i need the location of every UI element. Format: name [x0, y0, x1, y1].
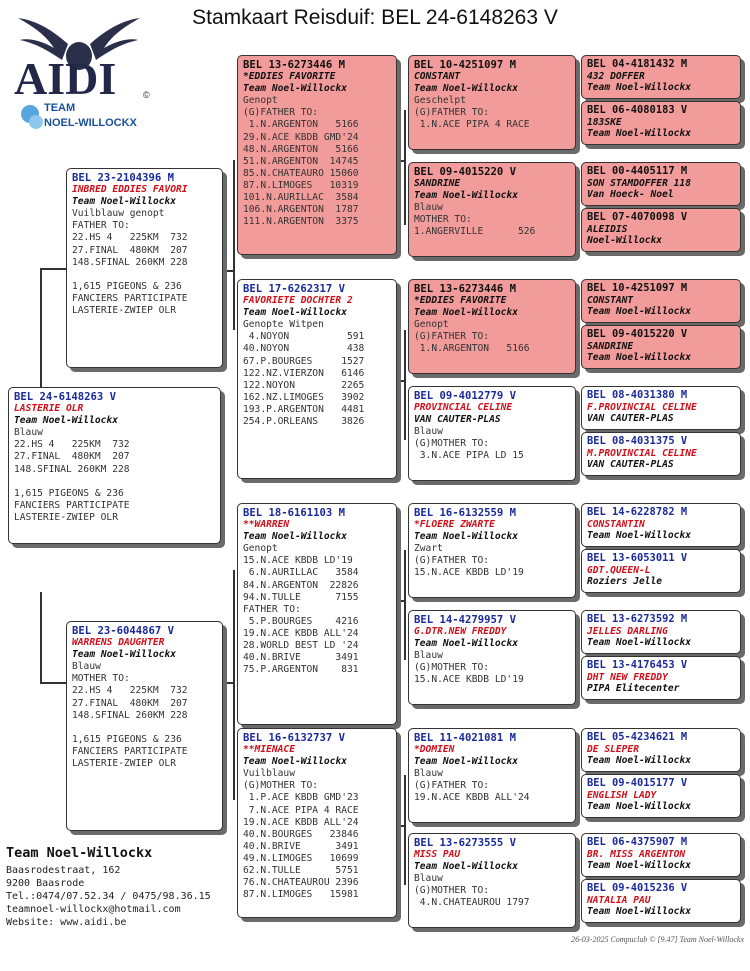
pigeon-card-g4[interactable] — [581, 208, 741, 252]
owner-name: Team Noel-Willockx — [14, 415, 118, 427]
info-line: (G)MOTHER TO: — [414, 438, 490, 450]
info-line: Blauw — [14, 427, 43, 439]
info-line: (G)FATHER TO: — [414, 107, 490, 119]
ring-number: BEL 14-4279957 V — [414, 614, 517, 626]
owner-name: Team Noel-Willockx — [414, 83, 518, 95]
info-line: Blauw — [414, 768, 443, 780]
info-line: 162.NZ.LIMOGES 3902 — [243, 391, 365, 403]
owner-name: Team Noel-Willockx — [72, 649, 176, 661]
info-line: 4.NOYON 591 — [243, 331, 365, 343]
pigeon-card-fmm[interactable] — [408, 386, 576, 481]
owner-name: PIPA Elitecenter — [587, 683, 680, 695]
owner-name: Team Noel-Willockx — [587, 860, 691, 872]
pigeon-name: *FLOERE ZWARTE — [414, 519, 495, 531]
ring-number: BEL 24-6148263 V — [14, 391, 117, 403]
info-line: (G)MOTHER TO: — [243, 780, 319, 792]
connector-line — [397, 160, 405, 162]
info-line: 22.HS 4 225KM 732 — [14, 439, 130, 451]
pigeon-card-father[interactable] — [66, 168, 223, 368]
owner-name: Team Noel-Willockx — [587, 801, 691, 813]
info-line: 1.P.ACE KBDB GMD'23 — [243, 792, 359, 804]
ring-number: BEL 09-4015220 V — [587, 328, 688, 340]
info-line: Genopt — [243, 95, 278, 107]
info-line: 40.N.BRIVE 3491 — [243, 840, 359, 852]
pigeon-card-g15[interactable] — [581, 833, 741, 877]
info-line: Vuilblauw genopt — [72, 208, 165, 220]
info-line: 84.N.ARGENTON 22826 — [243, 579, 359, 591]
info-line: 27.FINAL 480KM 207 — [72, 244, 188, 256]
pigeon-card-mm[interactable] — [237, 728, 397, 918]
ring-number: BEL 23-6044867 V — [72, 625, 175, 637]
connector-line — [397, 380, 405, 382]
connector-line — [404, 330, 406, 440]
connector-line — [40, 268, 66, 270]
info-line: MOTHER TO: — [414, 214, 472, 226]
ring-number: BEL 17-6262317 V — [243, 283, 346, 295]
pigeon-name: *EDDIES FAVORITE — [414, 295, 507, 307]
pigeon-card-mf[interactable] — [237, 503, 397, 725]
info-line: 101.N.AURILLAC 3584 — [243, 192, 359, 204]
pigeon-card-g10[interactable] — [581, 549, 741, 593]
pigeon-card-mmm[interactable] — [408, 833, 576, 928]
svg-text:©: © — [143, 90, 150, 100]
info-line: LASTERIE-ZWIEP OLR — [72, 757, 176, 769]
pigeon-card-g16[interactable] — [581, 879, 741, 923]
pigeon-card-g9[interactable] — [581, 503, 741, 547]
owner-name: Team Noel-Willockx — [587, 306, 691, 318]
info-line: 94.N.TULLE 7155 — [243, 591, 359, 603]
ring-number: BEL 09-4015177 V — [587, 777, 688, 789]
pigeon-name: INBRED EDDIES FAVORI — [72, 184, 188, 196]
owner-name: Van Hoeck- Noel — [587, 189, 674, 201]
info-line: 40.NOYON 438 — [243, 343, 365, 355]
info-line — [72, 722, 217, 734]
pigeon-card-subject[interactable] — [8, 387, 221, 544]
connector-line — [404, 775, 406, 885]
connector-line — [40, 268, 42, 388]
pigeon-name: SANDRINE — [414, 178, 461, 190]
svg-text:AIDI: AIDI — [14, 53, 117, 104]
info-line: LASTERIE-ZWIEP OLR — [14, 511, 118, 523]
info-line: 7.N.ACE PIPA 4 RACE — [243, 804, 359, 816]
aidi-logo — [10, 14, 158, 136]
info-line: Blauw — [414, 873, 443, 885]
connector-line — [223, 270, 234, 272]
connector-line — [404, 110, 406, 225]
connector-line — [397, 600, 405, 602]
pigeon-name: DE SLEPER — [587, 743, 639, 755]
info-line: 3.N.ACE PIPA LD 15 — [414, 450, 524, 462]
info-line: 85.N.CHATEAURO 15060 — [243, 167, 359, 179]
address-block — [6, 847, 211, 929]
pigeon-card-fff[interactable] — [408, 55, 576, 150]
owner-name: Roziers Jelle — [587, 576, 663, 588]
ring-number: BEL 16-6132737 V — [243, 732, 346, 744]
pigeon-name: DHT NEW FREDDY — [587, 671, 668, 683]
connector-line — [233, 570, 235, 800]
owner-name: Team Noel-Willockx — [243, 83, 347, 95]
info-line: (G)FATHER TO: — [414, 555, 490, 567]
info-line: LASTERIE-ZWIEP OLR — [72, 304, 176, 316]
connector-line — [397, 825, 405, 827]
info-line: 148.SFINAL 260KM 228 — [72, 256, 188, 268]
info-line: (G)MOTHER TO: — [414, 885, 490, 897]
address-line: 9200 Baasrode — [6, 878, 85, 889]
info-line: FANCIERS PARTICIPATE — [72, 745, 188, 757]
pigeon-name: JELLES DARLING — [587, 625, 668, 637]
owner-name: Team Noel-Willockx — [72, 196, 176, 208]
info-line: Geschelpt — [414, 95, 466, 107]
pigeon-name: F.PROVINCIAL CELINE — [587, 401, 697, 413]
info-line: FANCIERS PARTICIPATE — [72, 292, 188, 304]
owner-name: Team Noel-Willockx — [243, 531, 347, 543]
owner-name: Team Noel-Willockx — [414, 531, 518, 543]
pigeon-card-g13[interactable] — [581, 728, 741, 772]
loft-name: Team Noel-Willockx — [6, 845, 153, 861]
info-line: 87.N.LIMOGES 15981 — [243, 889, 359, 901]
info-line: 40.N.BRIVE 3491 — [243, 652, 359, 664]
ring-number: BEL 09-4015220 V — [414, 166, 517, 178]
info-line: 67.P.BOURGES 1527 — [243, 355, 365, 367]
info-line: 27.FINAL 480KM 207 — [14, 451, 130, 463]
owner-name: VAN CAUTER-PLAS — [587, 459, 674, 471]
pigeon-card-g12[interactable] — [581, 656, 741, 700]
pigeon-name: ALEIDIS — [587, 223, 628, 235]
info-line: (G)FATHER TO: — [414, 331, 490, 343]
info-line: 1.N.ARGENTON 5166 — [414, 343, 530, 355]
pigeon-name: SANDRINE — [587, 340, 634, 352]
info-line: Genopt — [243, 543, 278, 555]
info-line: (G)FATHER TO: — [414, 780, 490, 792]
info-line: 148.SFINAL 260KM 228 — [72, 709, 188, 721]
ring-number: BEL 13-6273446 M — [414, 283, 517, 295]
connector-line — [233, 160, 235, 330]
info-line: 1,615 PIGEONS & 236 — [72, 280, 182, 292]
info-line: 254.P.ORLEANS 3826 — [243, 416, 365, 428]
info-line: FATHER TO: — [72, 220, 130, 232]
info-line: 1.N.ACE PIPA 4 RACE — [414, 119, 530, 131]
info-line: Blauw — [414, 202, 443, 214]
info-line — [72, 269, 217, 281]
connector-line — [404, 550, 406, 660]
info-line: 87.N.LIMOGES 10319 — [243, 179, 359, 191]
ring-number: BEL 23-2104396 M — [72, 172, 175, 184]
info-line: 106.N.ARGENTON 1787 — [243, 204, 359, 216]
owner-name: Team Noel-Willockx — [243, 307, 347, 319]
ring-number: BEL 06-4375907 M — [587, 836, 688, 848]
info-line: 51.N.ARGENTON 14745 — [243, 155, 359, 167]
pigeon-name: SON STAMDOFFER 118 — [587, 177, 691, 189]
owner-name: Team Noel-Willockx — [414, 756, 518, 768]
pigeon-name: WARRENS DAUGHTER — [72, 637, 165, 649]
info-line: 1.ANGERVILLE 526 — [414, 226, 536, 238]
info-line: 1.N.ARGENTON 5166 — [243, 119, 359, 131]
info-line: 148.SFINAL 260KM 228 — [14, 463, 130, 475]
pigeon-name: *EDDIES FAVORITE — [243, 71, 336, 83]
info-line: 15.N.ACE KBDB LD'19 — [243, 555, 353, 567]
ring-number: BEL 13-6273555 V — [414, 837, 517, 849]
ring-number: BEL 05-4234621 M — [587, 731, 688, 743]
address-line: Baasrodestraat, 162 — [6, 865, 121, 876]
ring-number: BEL 06-4080183 V — [587, 104, 688, 116]
owner-name: Team Noel-Willockx — [587, 128, 691, 140]
info-line: Blauw — [414, 650, 443, 662]
pigeon-card-g7[interactable] — [581, 386, 741, 430]
info-line: 48.N.ARGENTON 5166 — [243, 143, 359, 155]
owner-name: Team Noel-Willockx — [587, 530, 691, 542]
info-line: 19.N.ACE KBDB ALL'24 — [414, 792, 530, 804]
page-title: Stamkaart Reisduif: BEL 24-6148263 V — [192, 6, 558, 29]
pigeon-name: CONSTANT — [414, 71, 461, 83]
pigeon-card-g6[interactable] — [581, 325, 741, 369]
pigeon-name: FAVORIETE DOCHTER 2 — [243, 295, 353, 307]
pigeon-card-mfm[interactable] — [408, 610, 576, 705]
pigeon-name: BR. MISS ARGENTON — [587, 848, 686, 860]
info-line: FANCIERS PARTICIPATE — [14, 499, 130, 511]
info-line: Genopt — [414, 319, 449, 331]
owner-name: Noel-Willockx — [587, 235, 663, 247]
info-line: 1,615 PIGEONS & 236 — [72, 733, 182, 745]
ring-number: BEL 04-4181432 M — [587, 58, 688, 70]
owner-name: Team Noel-Willockx — [414, 861, 518, 873]
pigeon-name: CONSTANT — [587, 294, 634, 306]
pigeon-card-fmf[interactable] — [408, 279, 576, 374]
info-line: 76.N.CHATEAUROU 2396 — [243, 877, 359, 889]
info-line: 22.HS 4 225KM 732 — [72, 232, 188, 244]
owner-name: VAN CAUTER-PLAS — [587, 413, 674, 425]
ring-number: BEL 16-6132559 M — [414, 507, 517, 519]
pigeon-name: ENGLISH LADY — [587, 789, 657, 801]
pigeon-name: NATALIA PAU — [587, 894, 651, 906]
ring-number: BEL 18-6161103 M — [243, 507, 346, 519]
ring-number: BEL 08-4031375 V — [587, 435, 688, 447]
ring-number: BEL 07-4070098 V — [587, 211, 688, 223]
ring-number: BEL 13-4176453 V — [587, 659, 688, 671]
info-line: 15.N.ACE KBDB LD'19 — [414, 674, 524, 686]
pigeon-name: M.PROVINCIAL CELINE — [587, 447, 697, 459]
ring-number: BEL 11-4021081 M — [414, 732, 517, 744]
pigeon-card-g8[interactable] — [581, 432, 741, 476]
ring-number: BEL 13-6273592 M — [587, 613, 688, 625]
ring-number: BEL 14-6228782 M — [587, 506, 688, 518]
pigeon-name: **MIENACE — [243, 744, 295, 756]
info-line: (G)MOTHER TO: — [414, 662, 490, 674]
pigeon-card-g14[interactable] — [581, 774, 741, 818]
owner-name: Team Noel-Willockx — [414, 307, 518, 319]
info-line: 75.P.ARGENTON 831 — [243, 664, 359, 676]
info-line: FATHER TO: — [243, 603, 301, 615]
info-line: 193.P.ARGENTON 4481 — [243, 403, 365, 415]
pigeon-name: MISS PAU — [414, 849, 461, 861]
info-line: 27.FINAL 480KM 207 — [72, 697, 188, 709]
pigeon-card-g3[interactable] — [581, 162, 741, 206]
info-line: 111.N.ARGENTON 3375 — [243, 216, 359, 228]
phone-line: Tel.:0474/07.52.34 / 0475/98.36.15 — [6, 891, 211, 902]
connector-line — [40, 592, 42, 682]
ring-number: BEL 13-6273446 M — [243, 59, 346, 71]
info-line — [14, 476, 215, 488]
website-line: Website: www.aidi.be — [6, 917, 127, 928]
pigeon-name: *DOMIEN — [414, 744, 455, 756]
ring-number: BEL 09-4015236 V — [587, 882, 688, 894]
owner-name: Team Noel-Willockx — [587, 352, 691, 364]
pigeon-card-g5[interactable] — [581, 279, 741, 323]
eagle-icon — [10, 14, 158, 136]
connector-line — [40, 682, 66, 684]
info-line: 19.N.ACE KBDB ALL'24 — [243, 816, 359, 828]
info-line: 22.HS 4 225KM 732 — [72, 685, 188, 697]
pigeon-card-mmf[interactable] — [408, 728, 576, 823]
info-line: 49.N.LIMOGES 10699 — [243, 852, 359, 864]
svg-text:TEAM: TEAM — [44, 102, 76, 114]
owner-name: VAN CAUTER-PLAS — [414, 414, 501, 426]
info-line: MOTHER TO: — [72, 673, 130, 685]
info-line: 28.WORLD BEST LD '24 — [243, 640, 359, 652]
owner-name: Team Noel-Willockx — [414, 190, 518, 202]
footer-text: 26-03-2025 Compuclub © [9.47] Team Noel-Willockx — [571, 935, 744, 944]
info-line: Blauw — [414, 426, 443, 438]
info-line: 122.NOYON 2265 — [243, 379, 365, 391]
ring-number: BEL 09-4012779 V — [414, 390, 517, 402]
owner-name: Team Noel-Willockx — [587, 906, 691, 918]
ring-number: BEL 10-4251097 M — [587, 282, 688, 294]
pigeon-name: **WARREN — [243, 519, 290, 531]
pigeon-name: G.DTR.NEW FREDDY — [414, 626, 507, 638]
ring-number: BEL 08-4031380 M — [587, 389, 688, 401]
pigeon-card-ffm[interactable] — [408, 162, 576, 257]
pigeon-name: GDT.QUEEN-L — [587, 564, 651, 576]
owner-name: Team Noel-Willockx — [587, 637, 691, 649]
pigeon-card-ff[interactable] — [237, 55, 397, 255]
pigeon-name: 183SKE — [587, 116, 622, 128]
owner-name: Team Noel-Willockx — [243, 756, 347, 768]
ring-number: BEL 00-4405117 M — [587, 165, 688, 177]
info-line: (G)FATHER TO: — [243, 107, 319, 119]
pigeon-card-fm[interactable] — [237, 279, 397, 479]
info-line: 6.N.AURILLAC 3584 — [243, 567, 359, 579]
svg-text:NOEL-WILLOCKX: NOEL-WILLOCKX — [44, 117, 137, 129]
info-line: 5.P.BOURGES 4216 — [243, 615, 359, 627]
pigeon-card-g1[interactable] — [581, 55, 741, 99]
ring-number: BEL 10-4251097 M — [414, 59, 517, 71]
pigeon-card-mother[interactable] — [66, 621, 223, 831]
info-line: Blauw — [72, 661, 101, 673]
owner-name: Team Noel-Willockx — [587, 755, 691, 767]
pigeon-name: PROVINCIAL CELINE — [414, 402, 513, 414]
info-line: 122.NZ.VIERZON 6146 — [243, 367, 365, 379]
info-line: Genopte Witpen — [243, 319, 324, 331]
pigeon-name: LASTERIE OLR — [14, 403, 84, 415]
info-line: 1,615 PIGEONS & 236 — [14, 487, 124, 499]
pigeon-name: 432 DOFFER — [587, 70, 645, 82]
info-line: 19.N.ACE KBDB ALL'24 — [243, 627, 359, 639]
info-line: 15.N.ACE KBDB LD'19 — [414, 567, 524, 579]
info-line: 4.N.CHATEAUROU 1797 — [414, 897, 530, 909]
connector-line — [223, 682, 234, 684]
info-line: 62.N.TULLE 5751 — [243, 865, 359, 877]
ring-number: BEL 13-6053011 V — [587, 552, 688, 564]
email-line: teamnoel-willockx@hotmail.com — [6, 904, 181, 915]
pigeon-card-g11[interactable] — [581, 610, 741, 654]
info-line: 40.N.BOURGES 23846 — [243, 828, 359, 840]
pigeon-card-mff[interactable] — [408, 503, 576, 598]
info-line: 29.N.ACE KBDB GMD'24 — [243, 131, 359, 143]
pigeon-card-g2[interactable] — [581, 101, 741, 145]
info-line: Zwart — [414, 543, 443, 555]
owner-name: Team Noel-Willockx — [587, 82, 691, 94]
pigeon-name: CONSTANTIN — [587, 518, 645, 530]
info-line: Vuilblauw — [243, 768, 295, 780]
owner-name: Team Noel-Willockx — [414, 638, 518, 650]
